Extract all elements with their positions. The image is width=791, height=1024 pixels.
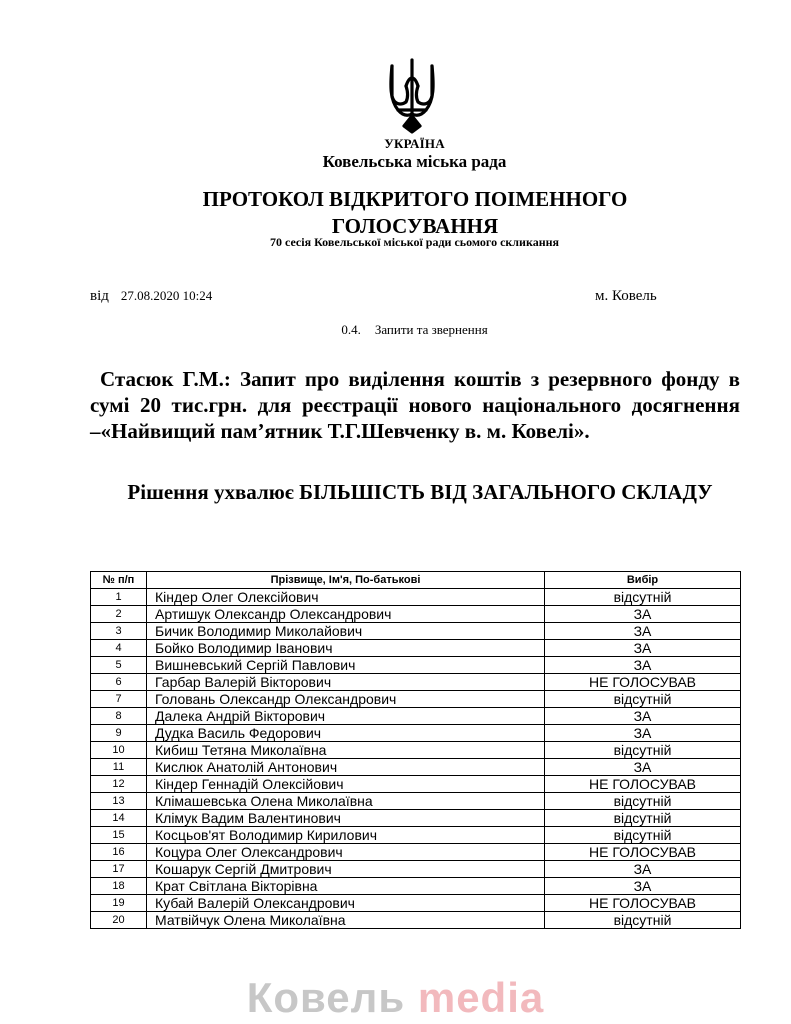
- row-name: Кибиш Тетяна Миколаївна: [147, 742, 545, 759]
- table-row: [91, 912, 741, 929]
- row-vote: ЗА: [545, 606, 741, 623]
- row-name: Дудка Василь Федорович: [147, 725, 545, 742]
- table-row: [91, 640, 741, 657]
- decision-text: Рішення ухвалює БІЛЬШІСТЬ ВІД ЗАГАЛЬНОГО СКЛАДУ: [127, 480, 713, 504]
- row-vote: відсутній: [545, 742, 741, 759]
- header-number: № п/п: [91, 572, 147, 589]
- row-number: 1: [91, 589, 147, 606]
- votes-table: [90, 571, 741, 929]
- row-name: Кубай Валерій Олександрович: [147, 895, 545, 912]
- row-number: 3: [91, 623, 147, 640]
- table-row: [91, 759, 741, 776]
- row-number: 12: [91, 776, 147, 793]
- table-row: [91, 742, 741, 759]
- table-row: [91, 674, 741, 691]
- row-number: 14: [91, 810, 147, 827]
- protocol-title: ПРОТОКОЛ ВІДКРИТОГО ПОІМЕННОГО ГОЛОСУВАННЯ: [202, 187, 628, 238]
- row-vote: відсутній: [545, 691, 741, 708]
- row-vote: відсутній: [545, 589, 741, 606]
- city-name: м. Ковель: [595, 288, 657, 304]
- watermark-part-1: Ковель: [246, 974, 406, 1021]
- row-number: 9: [91, 725, 147, 742]
- row-name: Бойко Володимир Іванович: [147, 640, 545, 657]
- table-row: [91, 827, 741, 844]
- row-vote: НЕ ГОЛОСУВАВ: [545, 895, 741, 912]
- date-label: від: [90, 288, 109, 304]
- row-vote: ЗА: [545, 878, 741, 895]
- row-number: 18: [91, 878, 147, 895]
- row-name: Кіндер Геннадій Олексійович: [147, 776, 545, 793]
- row-name: Бичик Володимир Миколайович: [147, 623, 545, 640]
- row-number: 5: [91, 657, 147, 674]
- date-value: 27.08.2020 10:24: [120, 288, 213, 303]
- date-line: [90, 288, 212, 305]
- row-vote: ЗА: [545, 861, 741, 878]
- row-number: 7: [91, 691, 147, 708]
- table-row: [91, 895, 741, 912]
- row-number: 4: [91, 640, 147, 657]
- row-number: 2: [91, 606, 147, 623]
- session-info: 70 сесія Ковельської міської ради сьомого скликання: [269, 235, 560, 249]
- row-number: 17: [91, 861, 147, 878]
- row-vote: ЗА: [545, 657, 741, 674]
- question-text: Стасюк Г.М.: Запит про виділення коштів з резервного фонду в сумі 20 тис.грн. для реєстрації нового національного досягнення –«Найвищий пам’ятник Т.Г.Шевченку в. м. Ковелі».: [90, 367, 740, 443]
- row-vote: НЕ ГОЛОСУВАВ: [545, 844, 741, 861]
- row-number: 20: [91, 912, 147, 929]
- row-number: 16: [91, 844, 147, 861]
- agenda-item: [0, 322, 791, 338]
- table-row: [91, 725, 741, 742]
- row-name: Далека Андрій Вікторович: [147, 708, 545, 725]
- row-number: 8: [91, 708, 147, 725]
- row-number: 13: [91, 793, 147, 810]
- row-vote: ЗА: [545, 725, 741, 742]
- table-row: [91, 793, 741, 810]
- table-row: [91, 776, 741, 793]
- table-row: [91, 708, 741, 725]
- row-name: Кіндер Олег Олексійович: [147, 589, 545, 606]
- watermark-part-2: media: [417, 974, 545, 1021]
- row-vote: ЗА: [545, 708, 741, 725]
- header-name: Прізвище, Ім'я, По-батькові: [147, 572, 545, 589]
- row-name: Гарбар Валерій Вікторович: [147, 674, 545, 691]
- row-name: Косцьов'ят Володимир Кирилович: [147, 827, 545, 844]
- row-name: Кислюк Анатолій Антонович: [147, 759, 545, 776]
- row-name: Артишук Олександр Олександрович: [147, 606, 545, 623]
- table-row: [91, 657, 741, 674]
- row-name: Вишневський Сергій Павлович: [147, 657, 545, 674]
- table-header-row: [91, 572, 741, 589]
- table-row: [91, 589, 741, 606]
- row-name: Крат Світлана Вікторівна: [147, 878, 545, 895]
- row-name: Головань Олександр Олександрович: [147, 691, 545, 708]
- row-number: 15: [91, 827, 147, 844]
- table-row: [91, 691, 741, 708]
- row-vote: відсутній: [545, 810, 741, 827]
- row-name: Матвійчук Олена Миколаївна: [147, 912, 545, 929]
- agenda-title: Запити та звернення: [374, 322, 488, 337]
- row-vote: НЕ ГОЛОСУВАВ: [545, 776, 741, 793]
- table-body: [91, 589, 741, 929]
- row-number: 10: [91, 742, 147, 759]
- table-row: [91, 878, 741, 895]
- table-row: [91, 606, 741, 623]
- row-vote: відсутній: [545, 793, 741, 810]
- row-name: Клімашевська Олена Миколаївна: [147, 793, 545, 810]
- row-vote: відсутній: [545, 827, 741, 844]
- council-name: Ковельська міська рада: [322, 152, 507, 171]
- row-vote: НЕ ГОЛОСУВАВ: [545, 674, 741, 691]
- trident-coat-of-arms-icon: [386, 56, 438, 134]
- row-number: 11: [91, 759, 147, 776]
- row-number: 6: [91, 674, 147, 691]
- row-vote: ЗА: [545, 640, 741, 657]
- table-row: [91, 844, 741, 861]
- header-vote: Вибір: [545, 572, 741, 589]
- table-row: [91, 810, 741, 827]
- table-row: [91, 623, 741, 640]
- row-vote: ЗА: [545, 623, 741, 640]
- country-name: УКРАЇНА: [384, 136, 445, 151]
- row-vote: ЗА: [545, 759, 741, 776]
- table-row: [91, 861, 741, 878]
- watermark-logo: [0, 974, 791, 1022]
- row-vote: відсутній: [545, 912, 741, 929]
- row-name: Кошарук Сергій Дмитрович: [147, 861, 545, 878]
- row-name: Клімук Вадим Валентинович: [147, 810, 545, 827]
- agenda-number: 0.4.: [341, 322, 361, 337]
- row-name: Коцура Олег Олександрович: [147, 844, 545, 861]
- row-number: 19: [91, 895, 147, 912]
